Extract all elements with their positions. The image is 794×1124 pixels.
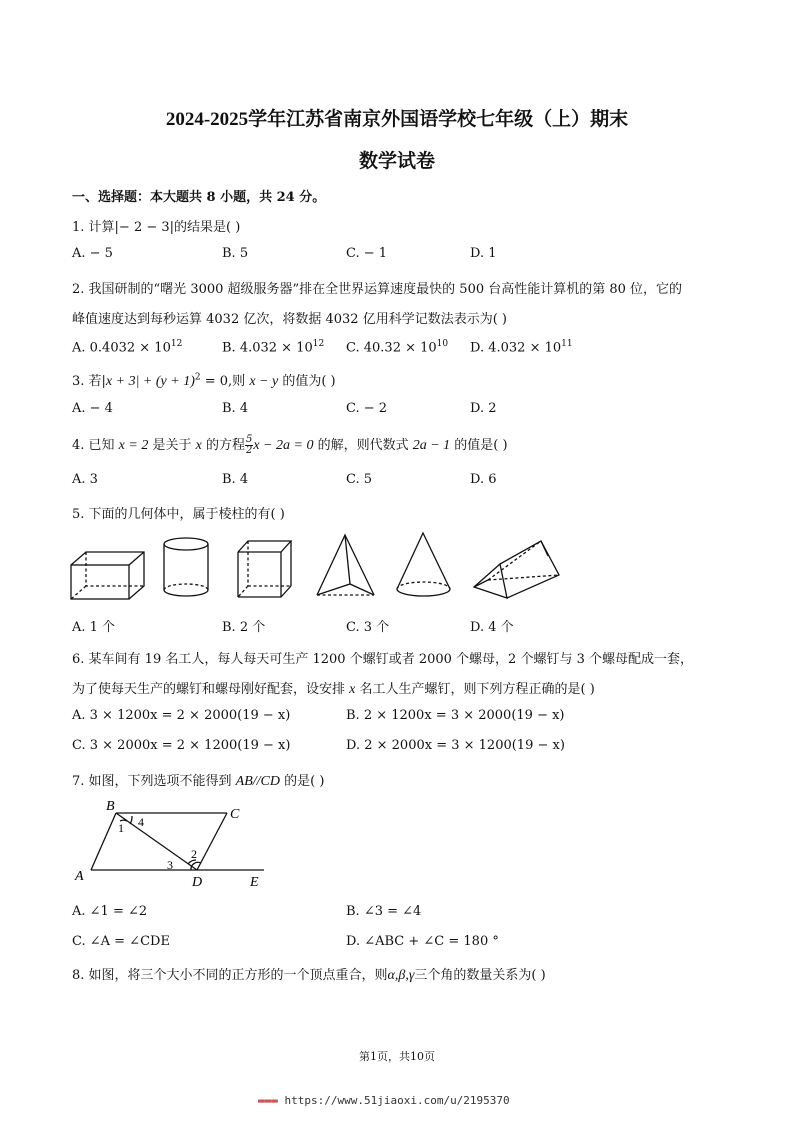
label-e: E (250, 875, 259, 890)
q3-option-b: B. 4 (222, 401, 249, 416)
q5-option-b: B. 2 个 (222, 620, 266, 635)
question-6-line1: 6. 某车间有 19 名工人，每人每天可生产 1200 个螺钉或者 2000 个螺母，2 个螺钉与 3 个螺母配成一套， (72, 652, 693, 667)
angle-label-3: 3 (167, 858, 173, 872)
q2-option-b: B. $4.032 \times 10^{12}$ (222, 339, 325, 356)
q1-option-c: C. − 1 (346, 246, 388, 261)
q3-option-c: C. − 2 (346, 401, 388, 416)
q7-option-d: D. ∠ABC + ∠C = 180 ° (346, 934, 499, 949)
q3-option-a: A. − 4 (72, 401, 113, 416)
page-number: 第1页，共10页 (359, 1050, 435, 1063)
label-c: C (230, 807, 240, 822)
q6-option-b: B. 2 × 1200x = 3 × 2000(19 − x) (346, 708, 565, 723)
triangular-prism-shape (474, 541, 559, 598)
q7-option-b: B. ∠3 = ∠4 (346, 904, 422, 919)
question-4: 4. 已知 x = 2 是关于 x 的方程 $\frac{5}{2}$ x − 2a = 0 的解，则代数式 2a − 1 的值是( ) (72, 434, 508, 456)
square-prism-shape (238, 541, 291, 597)
pyramid-shape (317, 535, 374, 595)
q4-option-a: A. 3 (72, 472, 98, 487)
section-heading: 一、选择题：本大题共 8 小题，共 24 分。 (72, 190, 326, 205)
q1-option-a: A. − 5 (72, 246, 113, 261)
geometry-solids-figure (60, 528, 580, 610)
q4-option-c: C. 5 (346, 472, 373, 487)
cone-shape (397, 533, 450, 596)
segment-cd (197, 813, 227, 870)
question-3: 3. 若$|x + 3| + (y + 1)^2 = 0$,则 x − y 的值为( ) (72, 372, 336, 389)
q2-option-a: A. $0.4032 \times 10^{12}$ (72, 339, 183, 356)
q5-option-c: C. 3 个 (346, 620, 390, 635)
q5-option-a: A. 1 个 (72, 620, 116, 635)
q2-option-c: C. $40.32 \times 10^{10}$ (346, 339, 449, 356)
q1-option-d: D. 1 (470, 246, 497, 261)
segment-ab (91, 813, 116, 870)
q1-option-b: B. 5 (222, 246, 249, 261)
parallelogram-figure (70, 798, 280, 898)
angle-label-4: 4 (138, 815, 144, 829)
q7-option-c: C. ∠A = ∠CDE (72, 934, 170, 949)
watermark-url: ▬▬▬ https://www.51jiaoxi.com/u/2195370 (258, 1094, 510, 1107)
q4-option-b: B. 4 (222, 472, 249, 487)
question-5: 5. 下面的几何体中，属于棱柱的有( ) (72, 507, 285, 522)
q5-option-d: D. 4 个 (470, 620, 514, 635)
q3-option-d: D. 2 (470, 401, 497, 416)
question-8: 8. 如图，将三个大小不同的正方形的一个顶点重合，则α,β,γ三个角的数量关系为( ) (72, 968, 546, 983)
question-1: 1. 计算|− 2 − 3|的结果是( ) (72, 220, 241, 235)
exam-subtitle: 数学试卷 (358, 151, 435, 172)
segment-bd (116, 813, 197, 870)
q6-option-c: C. 3 × 2000x = 2 × 1200(19 − x) (72, 738, 291, 753)
cuboid-shape (71, 552, 144, 599)
label-a: A (75, 869, 84, 884)
exam-title: 2024-2025学年江苏省南京外国语学校七年级（上）期末 (165, 109, 629, 130)
label-d: D (192, 875, 203, 890)
q2-option-d: D. $4.032 \times 10^{11}$ (470, 339, 573, 356)
watermark-logo-icon: ▬▬▬ (258, 1094, 285, 1107)
q6-option-d: D. 2 × 2000x = 3 × 1200(19 − x) (346, 738, 565, 753)
q7-option-a: A. ∠1 = ∠2 (72, 904, 148, 919)
question-6-line2: 为了使每天生产的螺钉和螺母刚好配套，设安排 x 名工人生产螺钉，则下列方程正确的是( ) (72, 682, 595, 697)
question-7: 7. 如图，下列选项不能得到 AB//CD 的是( ) (72, 774, 325, 789)
label-b: B (106, 799, 115, 814)
question-2-line2: 峰值速度达到每秒运算 4032 亿次，将数据 4032 亿用科学记数法表示为( ) (72, 312, 507, 327)
cylinder-shape (164, 538, 208, 596)
q6-option-a: A. 3 × 1200x = 2 × 2000(19 − x) (72, 708, 291, 723)
angle-label-1: 1 (118, 821, 124, 835)
q4-option-d: D. 6 (470, 472, 497, 487)
question-2-line1: 2. 我国研制的“曙光 3000 超级服务器”排在全世界运算速度最快的 500 台高性能计算机的第 80 位，它的 (72, 282, 683, 297)
fraction-five-halves: $\frac{5}{2}$ (245, 434, 253, 456)
angle-label-2: 2 (191, 847, 197, 861)
